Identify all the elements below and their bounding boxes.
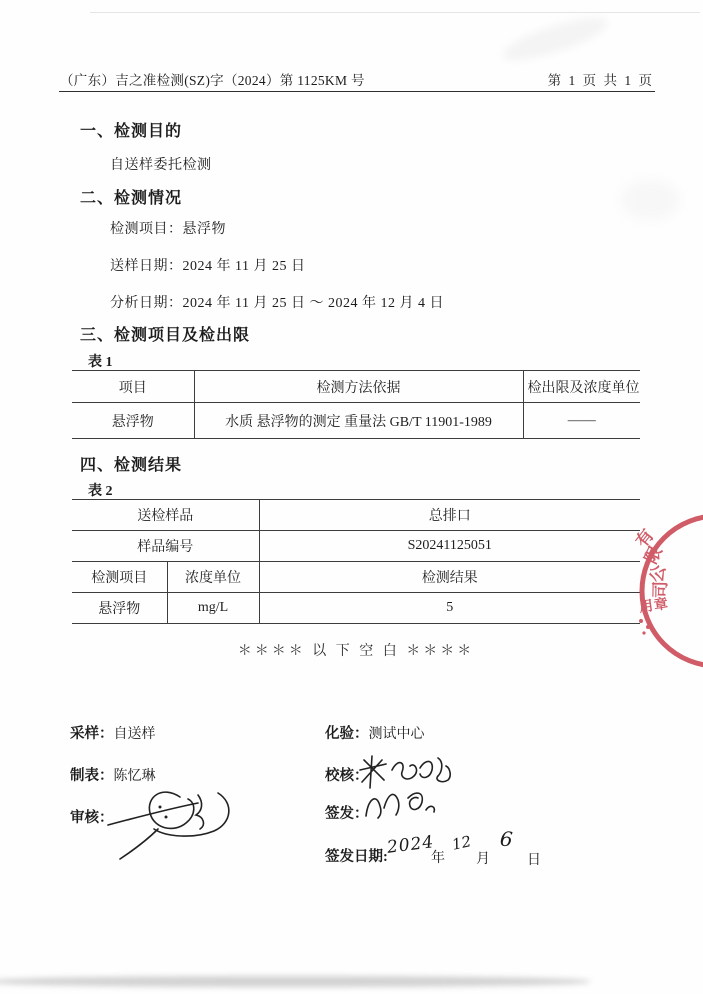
table1-cell-method: 水质 悬浮物的测定 重量法 GB/T 11901-1989 [194,403,523,439]
company-seal-stamp [622,500,703,685]
section2-title: 二、检测情况 [80,190,183,207]
table2-sample-value: 总排口 [259,500,640,531]
table1-header-limit: 检出限及浓度单位 [523,371,640,403]
lab-line [325,722,425,743]
seal-arc-char-3: 公 [646,563,670,585]
lab-label: 化验： [325,726,369,742]
table1-cell-limit: —— [523,403,640,439]
header-rule [59,91,655,92]
seal-arc-char-1: 有 [632,525,658,551]
seal-inner-text: 用章 [638,596,671,616]
issue-date-year-handwritten: 2024 [385,832,436,858]
seal-arc-char-4: 司 [650,580,671,599]
issue-label: 签发： [325,806,369,822]
table2-header-item: 检测项目 [72,562,167,593]
lab-value: 测试中心 [368,727,425,742]
table1-data-row [72,403,640,439]
table2-header-row [72,562,640,593]
table2-sample-row [72,500,640,531]
section3-title: 三、检测项目及检出限 [80,327,251,344]
issuer-signature [360,782,452,828]
sampling-value: 自送样 [113,727,156,742]
doc-number: （广东）吉之准检测(SZ)字（2024）第 1125KM 号 [60,73,365,88]
table1-detection-limits [72,370,640,439]
seal-dot-1 [639,619,643,623]
scan-artifact-smudge [499,10,612,69]
table1-header-row [72,371,640,403]
issue-date-month-handwritten: 12 [450,832,473,854]
table2-cell-result: 5 [259,593,640,624]
scan-artifact-top-line [90,12,700,13]
day-suffix: 日 [527,853,542,868]
issue-date-day-handwritten: 6 [499,826,514,852]
sampling-label: 采样： [70,726,114,742]
page-indicator: 第 1 页 共 1 页 [547,73,654,88]
seal-dot-2 [646,625,650,629]
table1-cell-item: 悬浮物 [72,403,194,439]
table2-code-label: 样品编号 [72,531,259,562]
section1-body: 自送样委托检测 [110,158,212,173]
issue-date-label: 签发日期: [325,849,388,865]
scan-artifact-smudge-2 [620,180,680,220]
table2-header-unit: 浓度单位 [167,562,259,593]
blank-below-note: ＊＊＊＊ 以 下 空 白 ＊＊＊＊ [237,644,475,659]
year-suffix: 年 [431,851,446,866]
reviewer-signature [98,775,248,863]
section4-title: 四、检测结果 [80,457,183,474]
table2-header-result: 检测结果 [259,562,640,593]
table2-sample-label: 送检样品 [137,509,194,524]
table2-result-row [72,593,640,624]
table2-code-value: S20241125051 [259,531,640,562]
scan-artifact-bottom-band [0,976,590,987]
table1-caption: 表 1 [88,355,113,370]
sample-date-line: 送样日期：2024 年 11 月 25 日 [110,259,306,274]
check-label: 校核： [325,768,369,784]
seal-dot-3 [642,631,645,634]
seal-arc-char-2: 限 [641,543,666,567]
table2-cell-item: 悬浮物 [72,593,167,624]
prepared-value: 陈忆琳 [113,769,156,784]
table2-code-row [72,531,640,562]
sampling-line [70,722,156,743]
table2-results [72,499,640,624]
prepared-label: 制表： [70,768,114,784]
section1-title: 一、检测目的 [80,123,183,140]
table2-caption: 表 2 [88,484,113,499]
table2-cell-unit: mg/L [167,593,259,624]
test-item-line: 检测项目：悬浮物 [110,222,226,237]
analysis-date-line: 分析日期：2024 年 11 月 25 日 ～ 2024 年 12 月 4 日 [110,296,444,311]
review-label: 审核： [70,810,114,826]
month-suffix: 月 [476,852,491,867]
table1-header-item: 项目 [118,380,147,396]
table1-header-method: 检测方法依据 [194,371,523,403]
